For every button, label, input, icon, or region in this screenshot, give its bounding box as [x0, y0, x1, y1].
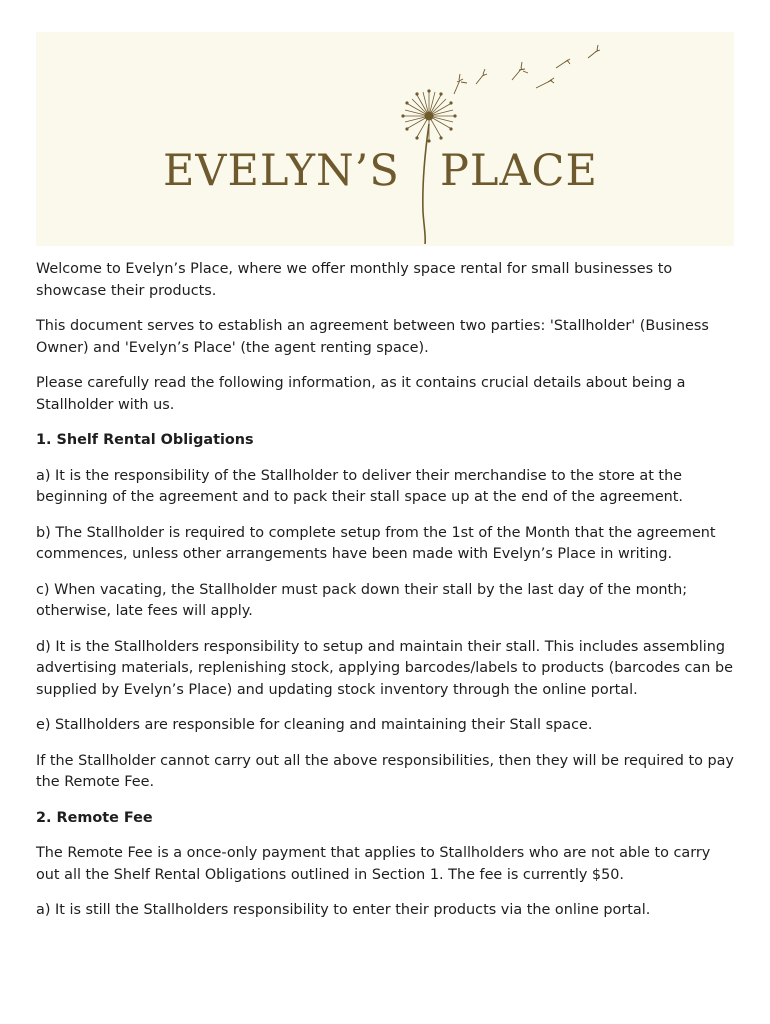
dandelion-logo-graphic — [36, 32, 734, 246]
logo-text-place: PLACE — [440, 146, 598, 196]
intro-paragraph: Please carefully read the following information, as it contains crucial details about being a Stallholder with us. — [36, 375, 686, 413]
logo-text-evelyns: EVELYN’S — [163, 146, 400, 196]
section-1-closing: If the Stallholder cannot carry out all the above responsibilities, then they will be required to pay the Remote Fee. — [36, 752, 734, 790]
agreement-document — [36, 259, 736, 936]
section-1-heading: 1. Shelf Rental Obligations — [36, 432, 254, 448]
section-1-item-d: d) It is the Stallholders responsibility to setup and maintain their stall. This includes assembling advertising materials, replenishing stock, applying barcodes/labels to products (barcodes can be supplied by Evelyn’s Place) and updating stock inventory through the online portal. — [36, 638, 733, 698]
section-1-item-e: e) Stallholders are responsible for cleaning and maintaining their Stall space. — [36, 717, 593, 733]
flying-seeds — [454, 45, 600, 94]
section-1-item-c: c) When vacating, the Stallholder must pack down their stall by the last day of the month; otherwise, late fees will apply. — [36, 581, 688, 619]
intro-paragraph: Welcome to Evelyn’s Place, where we offer monthly space rental for small businesses to showcase their products. — [36, 261, 673, 299]
section-1-item-b: b) The Stallholder is required to complete setup from the 1st of the Month that the agreement commences, unless other arrangements have been made with Evelyn’s Place in writing. — [36, 524, 716, 562]
section-1-item-a: a) It is the responsibility of the Stallholder to deliver their merchandise to the store at the beginning of the agreement and to pack their stall space up at the end of the agreement. — [36, 467, 684, 505]
section-2-item-a: a) It is still the Stallholders responsibility to enter their products via the online portal. — [36, 902, 651, 918]
header-banner — [36, 32, 734, 246]
section-2-heading: 2. Remote Fee — [36, 809, 153, 826]
section-2-body: The Remote Fee is a once-only payment that applies to Stallholders who are not able to carry out all the Shelf Rental Obligations outlined in Section 1. The fee is currently $50. — [36, 845, 711, 883]
intro-paragraph: This document serves to establish an agreement between two parties: 'Stallholder' (Business Owner) and 'Evelyn’s Place' (the agent renting space). — [36, 318, 709, 356]
